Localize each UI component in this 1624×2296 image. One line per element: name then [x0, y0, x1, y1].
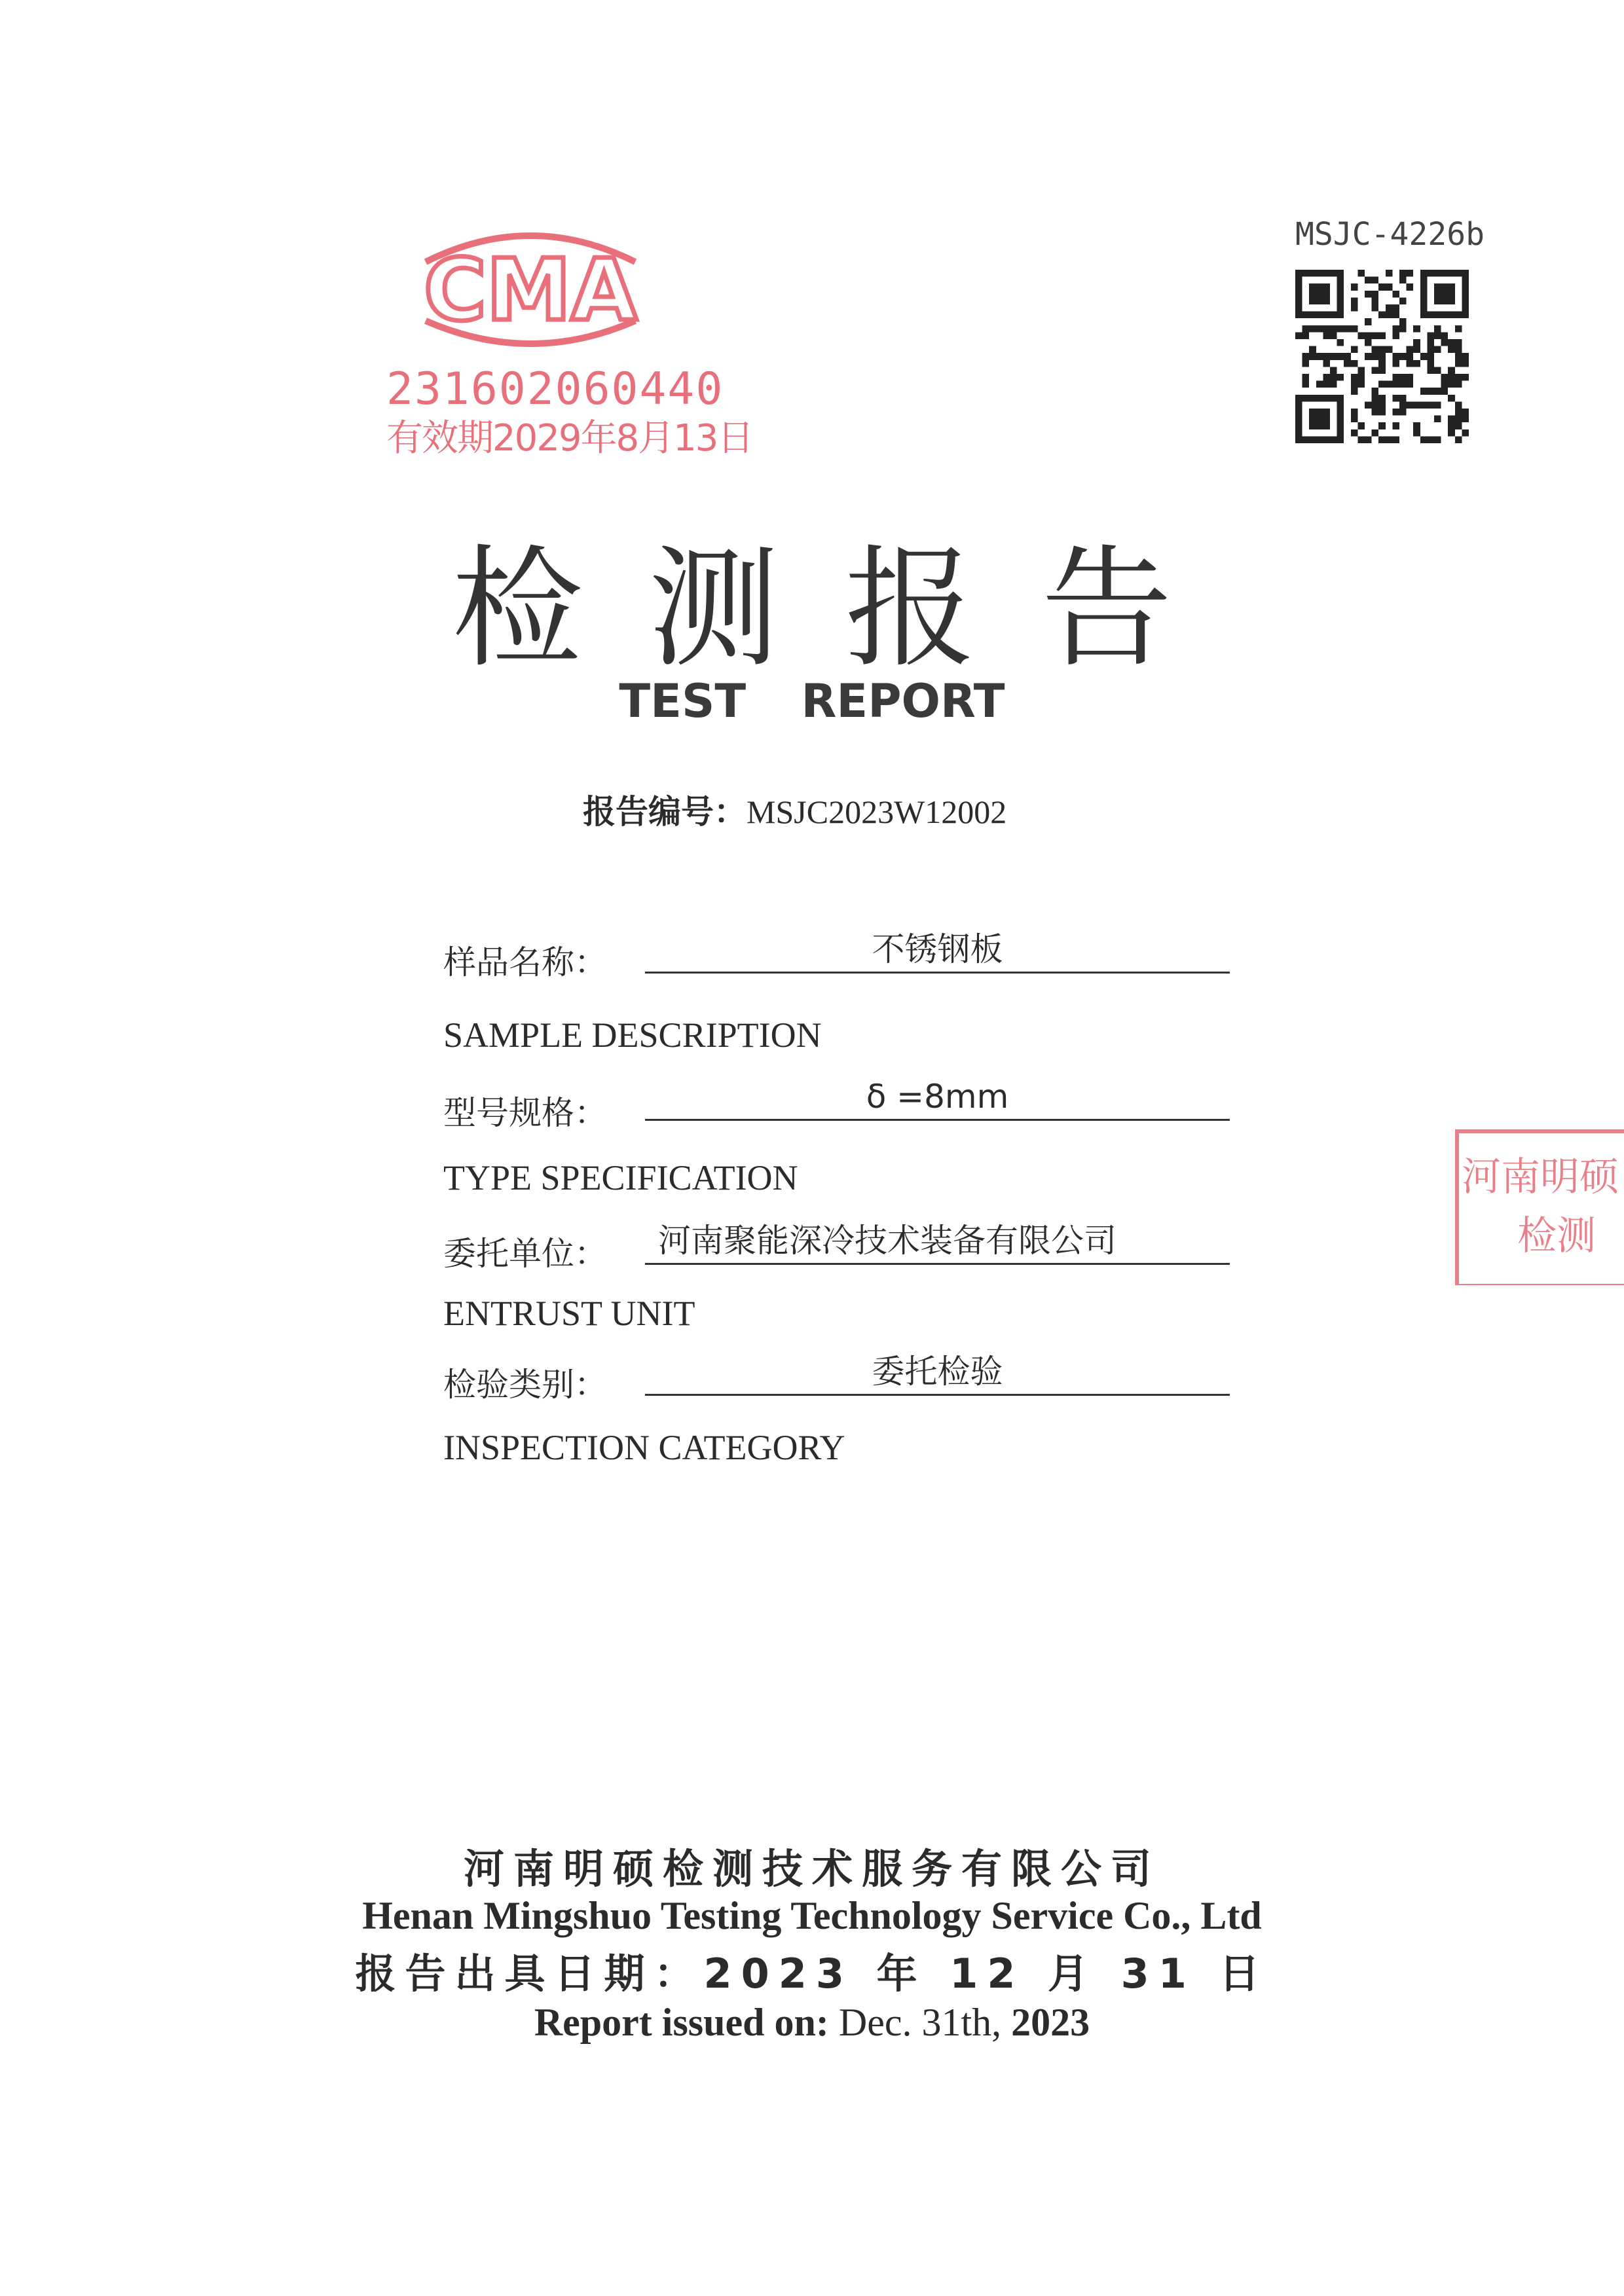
report-title-cn: 检测报告: [451, 533, 1238, 685]
cma-valid-until: 有效期2029年8月13日: [386, 417, 753, 460]
issuer-company-en: Henan Mingshuo Testing Technology Service Co., Ltd: [362, 1894, 1262, 1937]
issue-date-en: [0, 2000, 1624, 2045]
sample-name-label: 样品名称：: [443, 943, 607, 981]
issue-date-en-year: 2023: [1011, 2001, 1090, 2044]
report-number: [583, 786, 1006, 833]
side-stamp: [1455, 1129, 1624, 1285]
inspection-category-label-en: INSPECTION CATEGORY: [443, 1428, 845, 1467]
inspection-category-label-cn: 检验类别：: [443, 1366, 607, 1404]
cma-cert-number: 231602060440: [386, 363, 724, 415]
model-spec-value: δ =8mm: [645, 1077, 1230, 1121]
side-stamp-line2: 检测: [1517, 1213, 1596, 1259]
report-number-value: MSJC2023W12002: [747, 793, 1007, 830]
cma-letters: CMA: [424, 240, 637, 340]
qr-code-icon: [1295, 270, 1469, 443]
issue-date-en-label: Report issued on:: [534, 2001, 829, 2044]
entrust-unit-label-cn: 委托单位：: [443, 1235, 607, 1273]
type-specification-label: TYPE SPECIFICATION: [443, 1158, 798, 1197]
sample-description-label: SAMPLE DESCRIPTION: [443, 1015, 822, 1055]
inspection-category-value: 委托检验: [645, 1352, 1230, 1396]
model-spec-label: 型号规格：: [443, 1094, 607, 1132]
issue-date-cn: 报告出具日期：2023 年 12 月 31 日: [355, 1950, 1269, 1997]
cma-seal-icon: [393, 223, 668, 354]
side-stamp-line1: 河南明硕: [1462, 1154, 1619, 1200]
report-title-en: TEST REPORT: [619, 674, 1005, 728]
entrust-unit-value: 河南聚能深冷技术装备有限公司: [645, 1221, 1230, 1265]
sample-name-value: 不锈钢板: [645, 930, 1230, 974]
issue-date-en-value: Dec. 31th,: [838, 2001, 1002, 2044]
entrust-unit-label-en: ENTRUST UNIT: [443, 1294, 695, 1333]
issuer-company-cn: 河南明硕检测技术服务有限公司: [463, 1845, 1160, 1893]
document-code: MSJC-4226b: [1295, 216, 1485, 253]
report-number-label: 报告编号：: [583, 793, 747, 831]
